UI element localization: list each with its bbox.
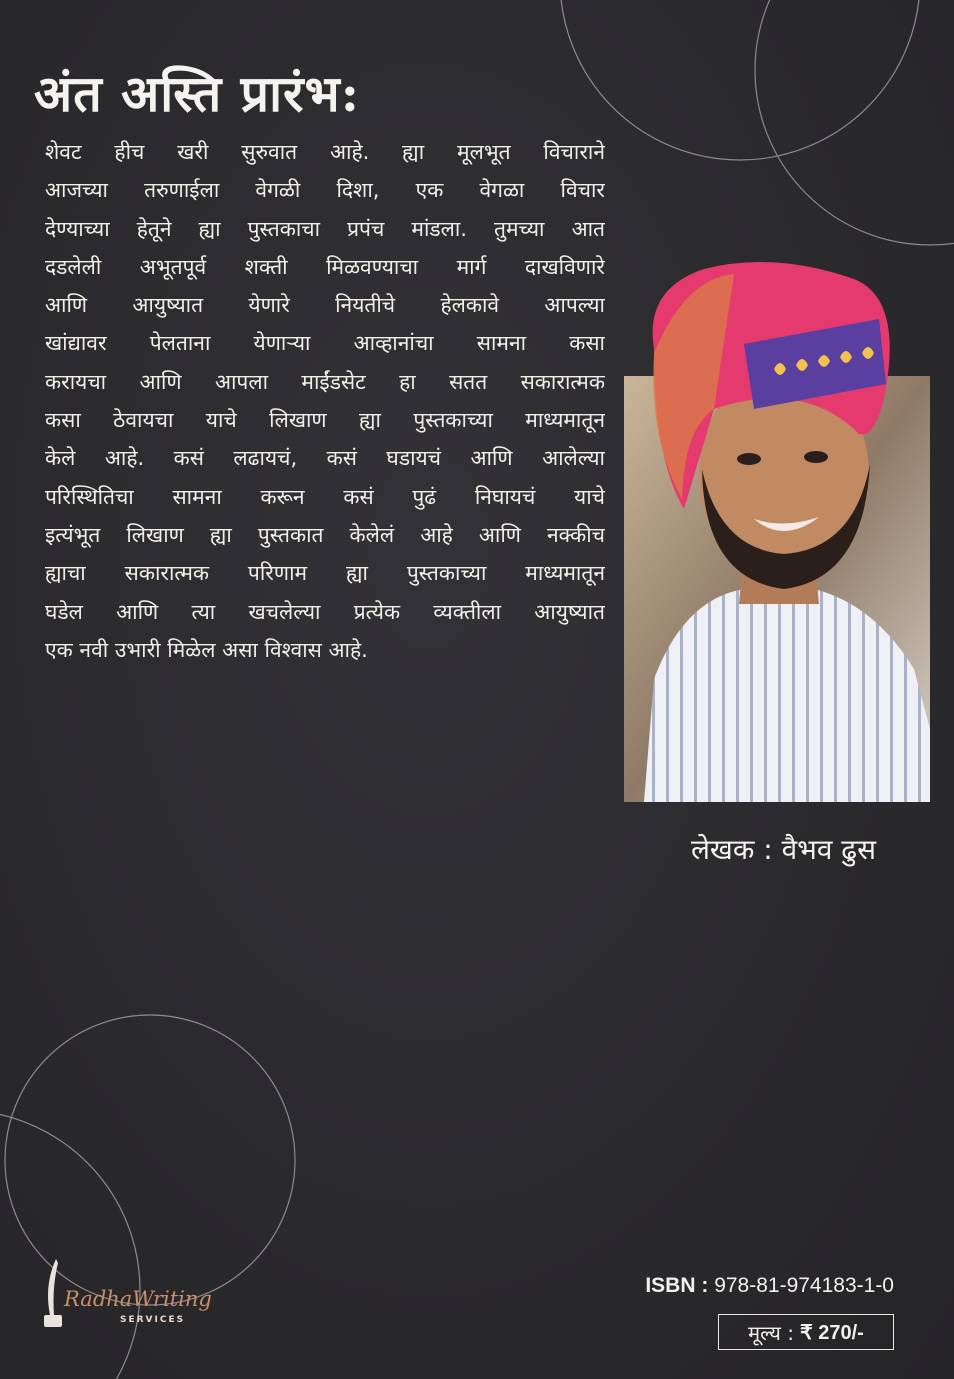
book-title: अंत अस्ति प्रारंभ: (34, 64, 361, 123)
isbn (0, 1274, 954, 1298)
author-photo (624, 259, 930, 802)
blurb-line: घडेल आणि त्या खचलेल्या प्रत्येक व्यक्तीला आयुष्यात (45, 599, 605, 624)
blurb-line: ह्याचा सकारात्मक परिणाम ह्या पुस्तकाच्या माध्यमातून (45, 561, 605, 586)
blurb-line: कसा ठेवायचा याचे लिखाण ह्या पुस्तकाच्या माध्यमातून (45, 408, 605, 433)
blurb-line: परिस्थितिचा सामना करून कसं पुढं निघायचं याचे (45, 484, 605, 509)
blurb-line: आणि आयुष्यात येणारे नियतीचे हेलकावे आपल्या (45, 293, 605, 318)
author-credit (0, 830, 954, 868)
blurb-line: शेवट हीच खरी सुरुवात आहे. ह्या मूलभूत विचाराने (45, 140, 605, 164)
arc-top-right (560, 0, 920, 160)
isbn-label: ISBN : (645, 1274, 709, 1297)
price-value: ₹ 270/- (799, 1321, 864, 1344)
author-label: लेखक : (690, 833, 773, 866)
isbn-value: 978-81-974183-1-0 (714, 1274, 894, 1297)
publisher-name: RadhaWriting (64, 1287, 212, 1311)
blurb-line: इत्यंभूत लिखाण ह्या पुस्तकात केलेलं आहे आणि नक्कीच (45, 522, 605, 547)
blurb-line: खांद्यावर पेलताना येणाऱ्या आव्हानांचा सामना कसा (45, 331, 605, 356)
blurb-line: केले आहे. कसं लढायचं, कसं घडायचं आणि आलेल्या (45, 446, 605, 471)
blurb-line: देण्याच्या हेतूने ह्या पुस्तकाचा प्रपंच मांडला. तुमच्या आत (45, 216, 605, 241)
price-box (718, 1314, 894, 1350)
blurb-line: दडलेली अभूतपूर्व शक्ती मिळवण्याचा मार्ग दाखविणारे (45, 254, 605, 279)
author-name: वैभव ढुस (781, 833, 876, 866)
arc-top-right-2 (755, 0, 954, 245)
blurb-text (45, 133, 605, 669)
price-label: मूल्य : (748, 1320, 794, 1345)
blurb-line: आजच्या तरुणाईला वेगळी दिशा, एक वेगळा विचार (45, 178, 605, 203)
arc-bottom-left-2 (0, 1110, 140, 1379)
publisher-tagline: SERVICES (120, 1315, 186, 1325)
blurb-line: एक नवी उभारी मिळेल असा विश्वास आहे. (45, 637, 368, 662)
blurb-line: करायचा आणि आपला माईंडसेट हा सतत सकारात्मक (45, 369, 605, 394)
